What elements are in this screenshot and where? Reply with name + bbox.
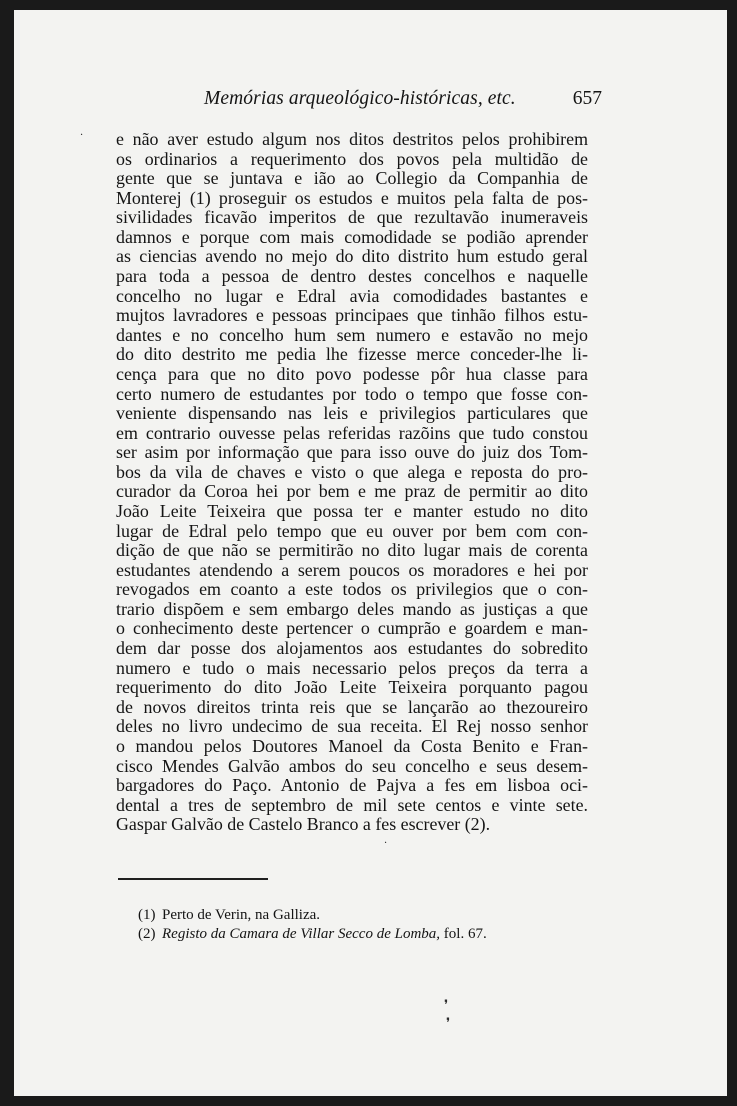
page-number: 657 <box>572 88 602 109</box>
text-line: certo numero de estudantes por todo o tempo que fosse con- <box>116 383 588 404</box>
footnotes <box>138 906 558 943</box>
text-line: e não aver estudo algum nos ditos destritos pelos prohibirem <box>116 129 588 149</box>
print-speck: · <box>80 130 84 141</box>
text-line: cença para que no dito povo podesse pôr hua classe para <box>116 363 588 384</box>
text-line: bos da vila de chaves e visto o que alega e reposta do pro- <box>116 461 588 482</box>
text-line: sivilidades ficavão imperitos de que rezultavão inumeraveis <box>116 207 588 228</box>
text-line: as ciencias avendo no mejo do dito distrito hum estudo geral <box>116 246 588 267</box>
footnote-number: (2) <box>138 925 156 942</box>
text-line: requerimento do dito João Leite Teixeira porquanto pagou <box>116 677 588 698</box>
text-line: dição de que não se permitirão no dito lugar mais de corenta <box>116 540 588 561</box>
text-line: damnos e porque com mais comodidade se podião aprender <box>116 226 588 247</box>
text-line: os ordinarios a requerimento dos povos pela multidão de <box>116 148 588 169</box>
text-line: veniente dispensando nas leis e privilegios particulares que <box>116 403 588 424</box>
text-line: dantes e no concelho hum sem numero e estavão no mejo <box>116 324 588 345</box>
print-speck: ❜ <box>446 1016 451 1031</box>
running-title: Memórias arqueológico-históricas, etc. <box>204 88 516 109</box>
text-line: mujtos lavradores e pessoas principaes que tinhão filhos estu- <box>116 305 588 326</box>
text-line: do dito destrito me pedia lhe fizesse merce conceder-lhe li- <box>116 344 588 365</box>
text-line: cisco Mendes Galvão ambos do seu concelho e seus desem- <box>116 755 588 776</box>
text-line: concelho no lugar e Edral avia comodidades bastantes e <box>116 285 588 306</box>
text-line: estudantes atendendo a serem poucos os moradores e hei por <box>116 559 588 580</box>
body-text <box>116 130 588 835</box>
text-line: trario dispõem e sem embargo deles mando as justiças a que <box>116 598 588 619</box>
text-line: curador da Coroa hei por bem e me praz de permitir ao dito <box>116 481 588 502</box>
text-line: para toda a pessoa de dentro destes concelhos e naquelle <box>116 266 588 287</box>
footnote-source-title: Registo da Camara de Villar Secco de Lomba, <box>162 925 441 942</box>
text-line: numero e tudo o mais necessario pelos preços da terra a <box>116 657 588 678</box>
footnote-reference: fol. 67. <box>440 925 487 942</box>
footnote-text: Perto de Verin, na Galliza. <box>162 907 321 923</box>
footnote-2 <box>138 925 558 944</box>
text-line: o conhecimento deste pertencer o cumprão e goardem e man- <box>116 618 588 639</box>
text-line: deles no livro undecimo de sua receita. El Rej nosso senhor <box>116 716 588 737</box>
footnote-divider <box>118 878 268 880</box>
text-line: revogados em coanto a este todos os privilegios que o con- <box>116 579 588 600</box>
text-line: Gaspar Galvão de Castelo Branco a fes escrever (2). <box>116 814 491 835</box>
print-speck: ❜ <box>444 998 449 1013</box>
text-line: em contrario ouvesse pelas referidas razõins que tudo constou <box>116 422 588 443</box>
text-line: gente que se juntava e ião ao Collegio da Companhia de <box>116 168 588 189</box>
text-line: João Leite Teixeira que possa ter e manter estudo no dito <box>116 500 588 521</box>
text-line: dem dar posse dos alojamentos aos estudantes do sobredito <box>116 638 588 659</box>
footnote-number: (1) <box>138 907 156 923</box>
text-line: de novos direitos trinta reis que se lançarão ao thezoureiro <box>116 696 588 717</box>
page-header <box>204 88 602 118</box>
document-page <box>14 10 727 1096</box>
print-speck: · <box>384 838 388 849</box>
text-line: bargadores do Paço. Antonio de Pajva a fes em lisboa oci- <box>116 775 588 796</box>
footnote-1 <box>138 906 558 925</box>
text-line: o mandou pelos Doutores Manoel da Costa Benito e Fran- <box>116 735 588 756</box>
text-line: dental a tres de septembro de mil sete centos e vinte sete. <box>116 794 588 815</box>
text-line: lugar de Edral pelo tempo que eu ouver por bem com con- <box>116 520 588 541</box>
text-line: Monterej (1) proseguir os estudos e muitos pela falta de pos- <box>116 187 588 208</box>
text-line: ser asim por informação que para isso ouve do juiz dos Tom- <box>116 442 588 463</box>
